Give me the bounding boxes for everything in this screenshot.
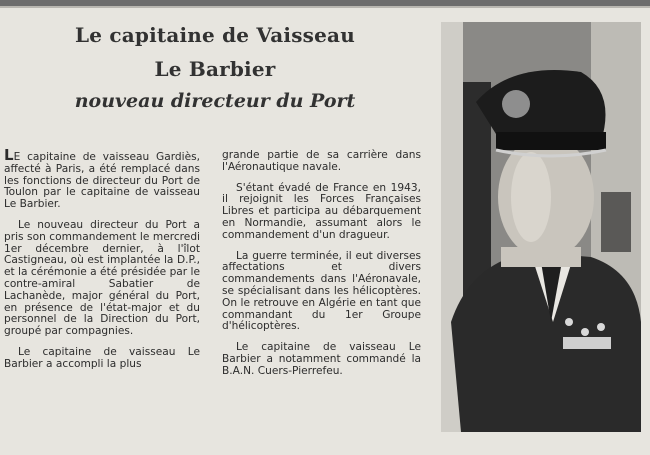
paragraph: La guerre terminée, il eut diverses affectations et divers commandements dans l'Aéronavale, se spécialisant dans les hélicoptères. On le retrouve en Algérie en tant que commandant du 1er Groupe d'hélicoptères. [222,249,421,333]
article-column-1 [4,146,200,380]
headline [0,18,430,116]
subtitle: nouveau directeur du Port [74,90,356,112]
title-line-2: Le Barbier [154,57,276,81]
top-rule [0,6,650,8]
paragraph: S'étant évadé de France en 1943, il rejoignit les Forces Françaises Libres et participa au débarquement en Normandie, assumant alors le commandement d'un dragueur. [222,181,421,241]
paragraph [4,146,200,211]
drop-cap: L [4,146,14,164]
paragraph: Le capitaine de vaisseau Le Barbier a accompli la plus [4,345,200,370]
paragraph: Le capitaine de vaisseau Le Barbier a notamment commandé la B.A.N. Cuers-Pierrefeu. [222,341,421,377]
portrait-photo [441,22,641,432]
paragraph: Le nouveau directeur du Port a pris son commandement le mercredi 1er décembre dernier, à l'îlot Castigneau, où est implantée la D.P., et la cérémonie a été présidée par le contre-amiral Sabatier de Lachanède, major général du Port, en présence de l'état-major et du personnel de la Direction du Port, groupé par compagnies. [4,218,200,338]
paragraph: grande partie de sa carrière dans l'Aéronautique navale. [222,149,421,173]
article-column-2 [222,150,421,387]
portrait-illustration [441,22,641,432]
title-line-1: Le capitaine de Vaisseau [75,23,355,47]
paragraph-text: E capitaine de vaisseau Gardiès, affecté à Paris, a été remplacé dans les fonctions de directeur du Port de Toulon par le capitaine de vaisseau Le Barbier. [4,151,200,211]
